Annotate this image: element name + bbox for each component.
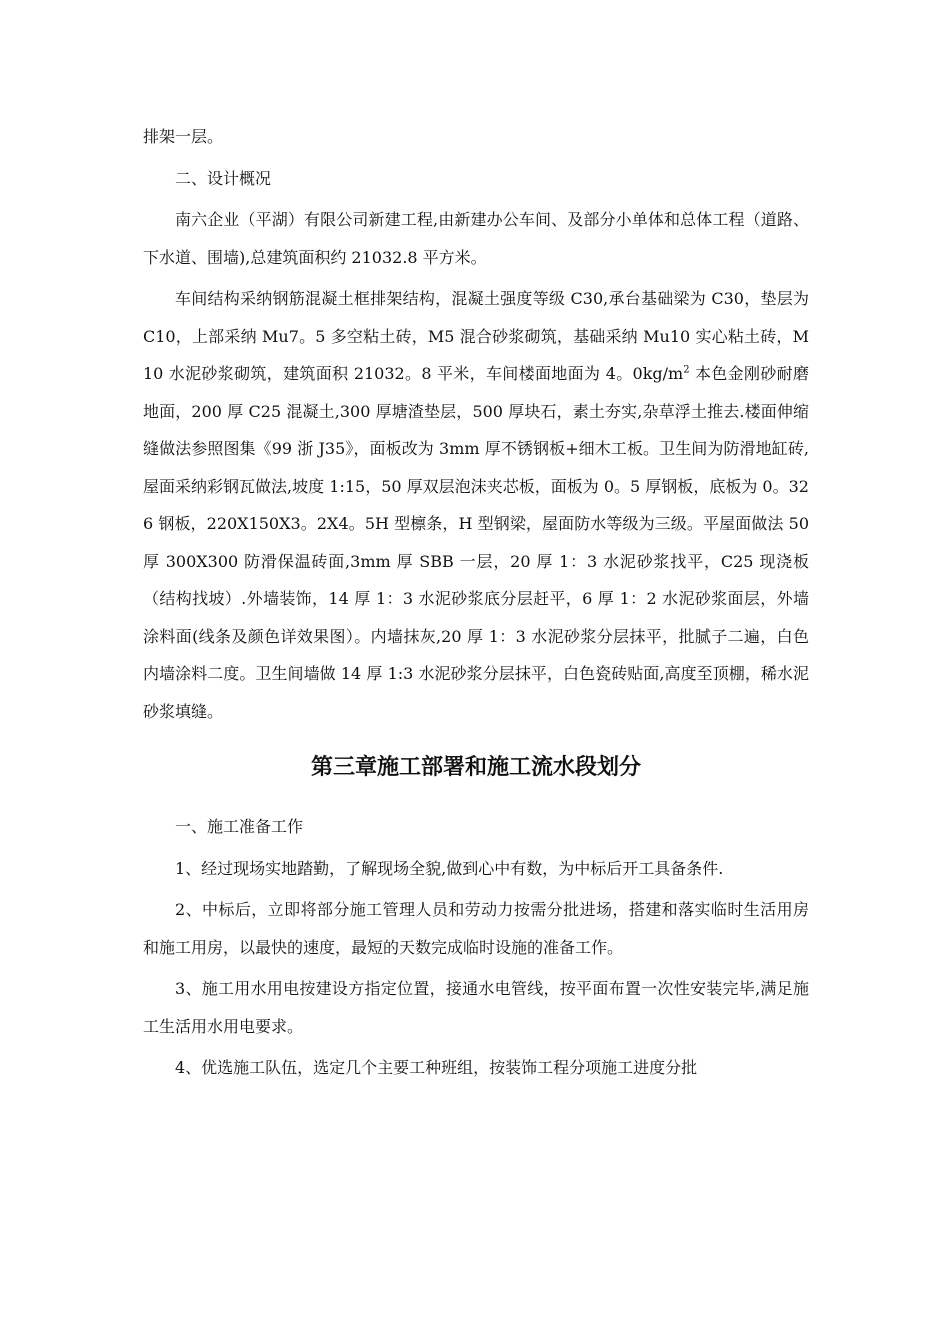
paragraph-item-1: 1、经过现场实地踏勤，了解现场全貌,做到心中有数，为中标后开工具备条件. <box>175 858 724 878</box>
section-heading-preparation: 一、施工准备工作 <box>175 817 304 836</box>
chapter-title: 第三章施工部署和施工流水段划分 <box>310 755 641 780</box>
paragraph-structure-description <box>143 280 809 730</box>
paragraph-item-2: 2、中标后，立即将部分施工管理人员和劳动力按需分批进场，搭建和落实临时生活用房和施工用房，以最快的速度，最短的天数完成临时设施的准备工作。 <box>143 900 809 957</box>
paragraph-item-4: 4、优选施工队伍，选定几个主要工种班组，按装饰工程分项施工进度分批 <box>175 1058 698 1077</box>
paragraph-continuation: 排架一层。 <box>143 127 224 146</box>
section-heading-design-overview: 二、设计概况 <box>175 168 272 188</box>
structure-text-part1: 车间结构采纳钢筋混凝土框排架结构，混凝土强度等级 C30,承台基础梁为 C30，垫层为 C10，上部采纳 Mu7。5 多空粘土砖，M5 混合砂浆砌筑，基础采纳 Mu10 实心粘土砖，M10 水泥砂浆砌筑，建筑面积 21032。8 平米，车间楼面地面为 4。0kg/m <box>143 289 809 383</box>
superscript-two: 2 <box>683 364 690 376</box>
document-page <box>143 118 809 1087</box>
paragraph-item-3: 3、施工用水用电按建设方指定位置，接通水电管线，按平面布置一次性安装完毕,满足施工生活用水用电要求。 <box>143 979 809 1036</box>
structure-text-part2: 本色金刚砂耐磨地面，200 厚 C25 混凝土,300 厚塘渣垫层，500 厚块石，素土夯实,杂草浮土推去.楼面伸缩缝做法参照图集《99 浙 J35》，面板改为 3mm 厚不锈钢板+细木工板。卫生间为防滑地缸砖,屋面采纳彩钢瓦做法,坡度 1:15，50 厚双层泡沫夹芯板，面板为 0。5 厚钢板，底板为 0。326 钢板，220X150X3。2X4。5H 型檩条，H 型钢梁，屋面防水等级为三级。平屋面做法 50 厚 300X300 防滑保温砖面,3mm 厚 SBB 一层，20 厚 1：3 水泥砂浆找平，C25 现浇板（结构找坡）.外墙装饰，14 厚 1：3 水泥砂浆底分层赶平，6 厚 1：2 水泥砂浆面层，外墙涂料面(线条及颜色详效果图）。内墙抹灰,20 厚 1：3 水泥砂浆分层抹平，批腻子二遍，白色内墙涂料二度。卫生间墙做 14 厚 1:3 水泥砂浆分层抹平，白色瓷砖贴面,高度至顶棚，稀水泥砂浆填缝。 <box>143 364 809 721</box>
paragraph-project-overview: 南六企业（平湖）有限公司新建工程,由新建办公车间、及部分小单体和总体工程（道路、下水道、围墙),总建筑面积约 21032.8 平方米。 <box>143 210 809 267</box>
